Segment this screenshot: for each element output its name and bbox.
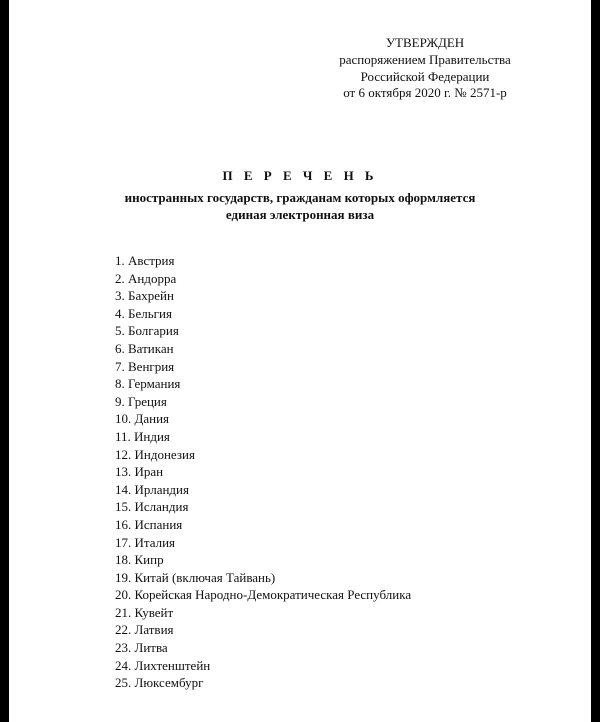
country-list (115, 252, 411, 692)
list-item: 8. Германия (115, 376, 181, 392)
list-item: 25. Люксембург (115, 675, 204, 691)
approval-authority: распоряжением Правительства (339, 51, 511, 67)
list-item: 17. Италия (115, 534, 176, 550)
list-item: 3. Бахрейн (115, 288, 174, 304)
list-item: 5. Болгария (115, 323, 179, 339)
list-item: 22. Латвия (115, 622, 174, 638)
document-title: П Е Р Е Ч Е Н Ь (222, 168, 378, 183)
list-item: 12. Индонезия (115, 446, 195, 462)
list-item: 14. Ирландия (115, 481, 189, 497)
document-subtitle (9, 190, 591, 223)
list-item: 16. Испания (115, 516, 183, 532)
approval-country: Российской Федерации (360, 68, 490, 84)
list-item: 21. Кувейт (115, 604, 174, 620)
list-item: 18. Кипр (115, 552, 164, 568)
subtitle-line-1: иностранных государств, гражданам которых оформляется (124, 190, 476, 205)
list-item: 7. Венгрия (115, 358, 175, 374)
list-item: 23. Литва (115, 640, 168, 656)
document-page (9, 0, 591, 722)
list-item: 6. Ватикан (115, 340, 174, 356)
list-item: 11. Индия (115, 428, 170, 444)
list-item: 10. Дания (115, 411, 170, 427)
list-item: 19. Китай (включая Тайвань) (115, 569, 276, 585)
list-item: 2. Андорра (115, 270, 177, 286)
list-item: 15. Исландия (115, 499, 189, 515)
approval-date-number: от 6 октября 2020 г. № 2571-р (343, 85, 507, 101)
list-item: 20. Корейская Народно-Демократическая Республика (115, 587, 412, 603)
list-item: 13. Иран (115, 464, 164, 480)
approval-heading: УТВЕРЖДЕН (385, 35, 465, 50)
approval-stamp (299, 35, 551, 102)
subtitle-line-2: единая электронная виза (225, 206, 375, 222)
list-item: 4. Бельгия (115, 305, 172, 321)
list-item: 24. Лихтенштейн (115, 657, 211, 673)
list-item: 1. Австрия (115, 253, 175, 268)
list-item: 9. Греция (115, 393, 167, 409)
